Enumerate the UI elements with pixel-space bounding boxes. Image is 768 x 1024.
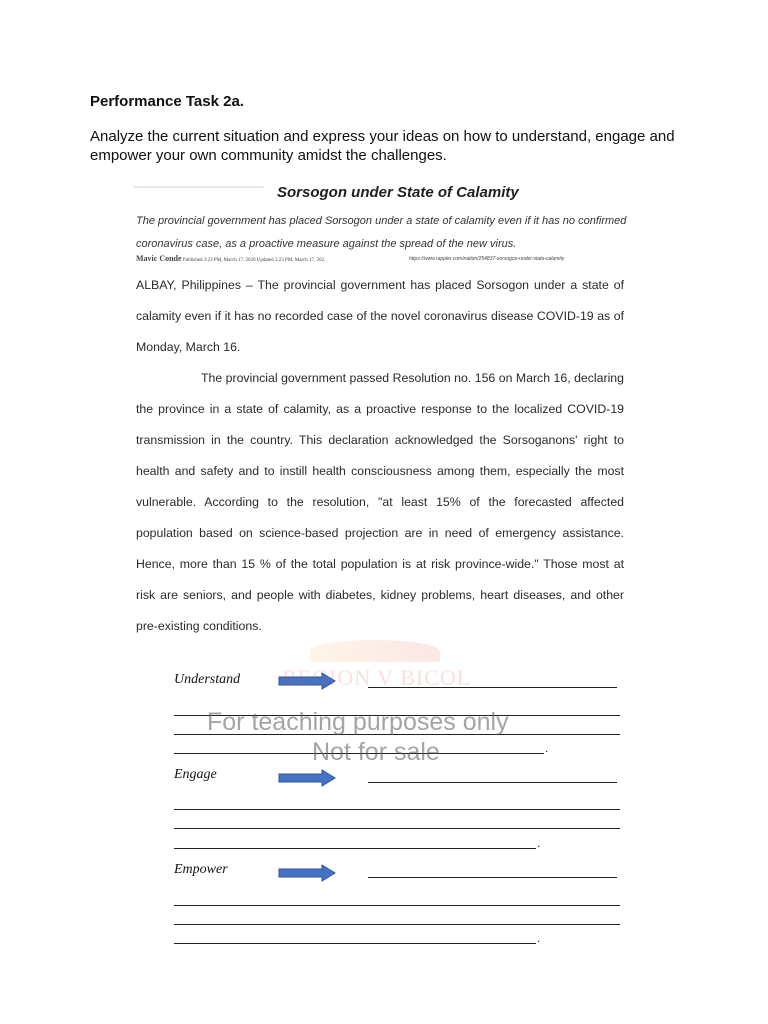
article-paragraph-1: ALBAY, Philippines – The provincial government has placed Sorsogon under a state of calamity even if it has no recorded case of the novel coronavirus disease COVID-19 as of Monday, March 16. [136,278,624,354]
answer-line[interactable] [174,809,620,810]
answer-line[interactable] [174,753,544,754]
section-label: Engage [174,767,217,782]
answer-line[interactable] [174,848,536,849]
article-published: Published 3:23 PM, March 17, 2020 Updated 3:23 PM, March 17, 202. [182,258,326,263]
period-mark: . [537,836,541,850]
answer-line[interactable] [174,943,536,944]
article-headline: Sorsogon under State of Calamity [277,184,519,201]
section-label: Understand [174,672,241,687]
answer-line[interactable] [368,877,617,878]
article-url: https://www.rappler.com/nation/254837-sorsogon-under-state-calamity [409,256,565,262]
right-arrow-icon [278,769,336,787]
period-mark: . [545,741,549,755]
article-lead: The provincial government has placed Sorsogon under a state of calamity even if it has no confirmed coronavirus case, as a proactive measure against the spread of the new virus. [136,215,627,250]
article-author: Mavic Conde [136,254,182,263]
watermark-logo-arc [310,640,440,662]
right-arrow-icon [278,672,336,690]
instructions: Analyze the current situation and express your ideas on how to understand, engage and empower your own community amidst the challenges. [90,128,675,164]
watermark-line-2: Not for sale [312,738,440,766]
right-arrow-icon [278,864,336,882]
watermark [200,640,570,780]
period-mark: . [537,931,541,945]
watermark-line-1: For teaching purposes only [207,708,509,736]
answer-line[interactable] [368,687,617,688]
answer-line[interactable] [174,905,620,906]
answer-line[interactable] [174,734,620,735]
task-title: Performance Task 2a. [90,93,244,110]
answer-line[interactable] [174,924,620,925]
article-paragraph-2: The provincial government passed Resolution no. 156 on March 16, declaring the province in a state of calamity, as a proactive response to the localized COVID-19 transmission in the country. This declaration acknowledged the Sorsoganons' right to health and safety and to instill health consciousness among them, especially the most vulnerable. According to the resolution, "at least 15% of the forecasted affected population based on science-based projection are in need of emergency assistance. Hence, more than 15 % of the total population is at risk province-wide." Those most at risk are seniors, and people with diabetes, kidney problems, heart diseases, and other pre-existing conditions. [136,371,624,633]
watermark-region: REGION V BICOL [282,665,472,690]
clipping-top-fragment [134,186,264,188]
answer-line[interactable] [368,782,617,783]
answer-line[interactable] [174,715,620,716]
answer-line[interactable] [174,828,620,829]
article-body [136,270,624,642]
section-label: Empower [174,862,228,877]
article-byline [136,254,628,268]
